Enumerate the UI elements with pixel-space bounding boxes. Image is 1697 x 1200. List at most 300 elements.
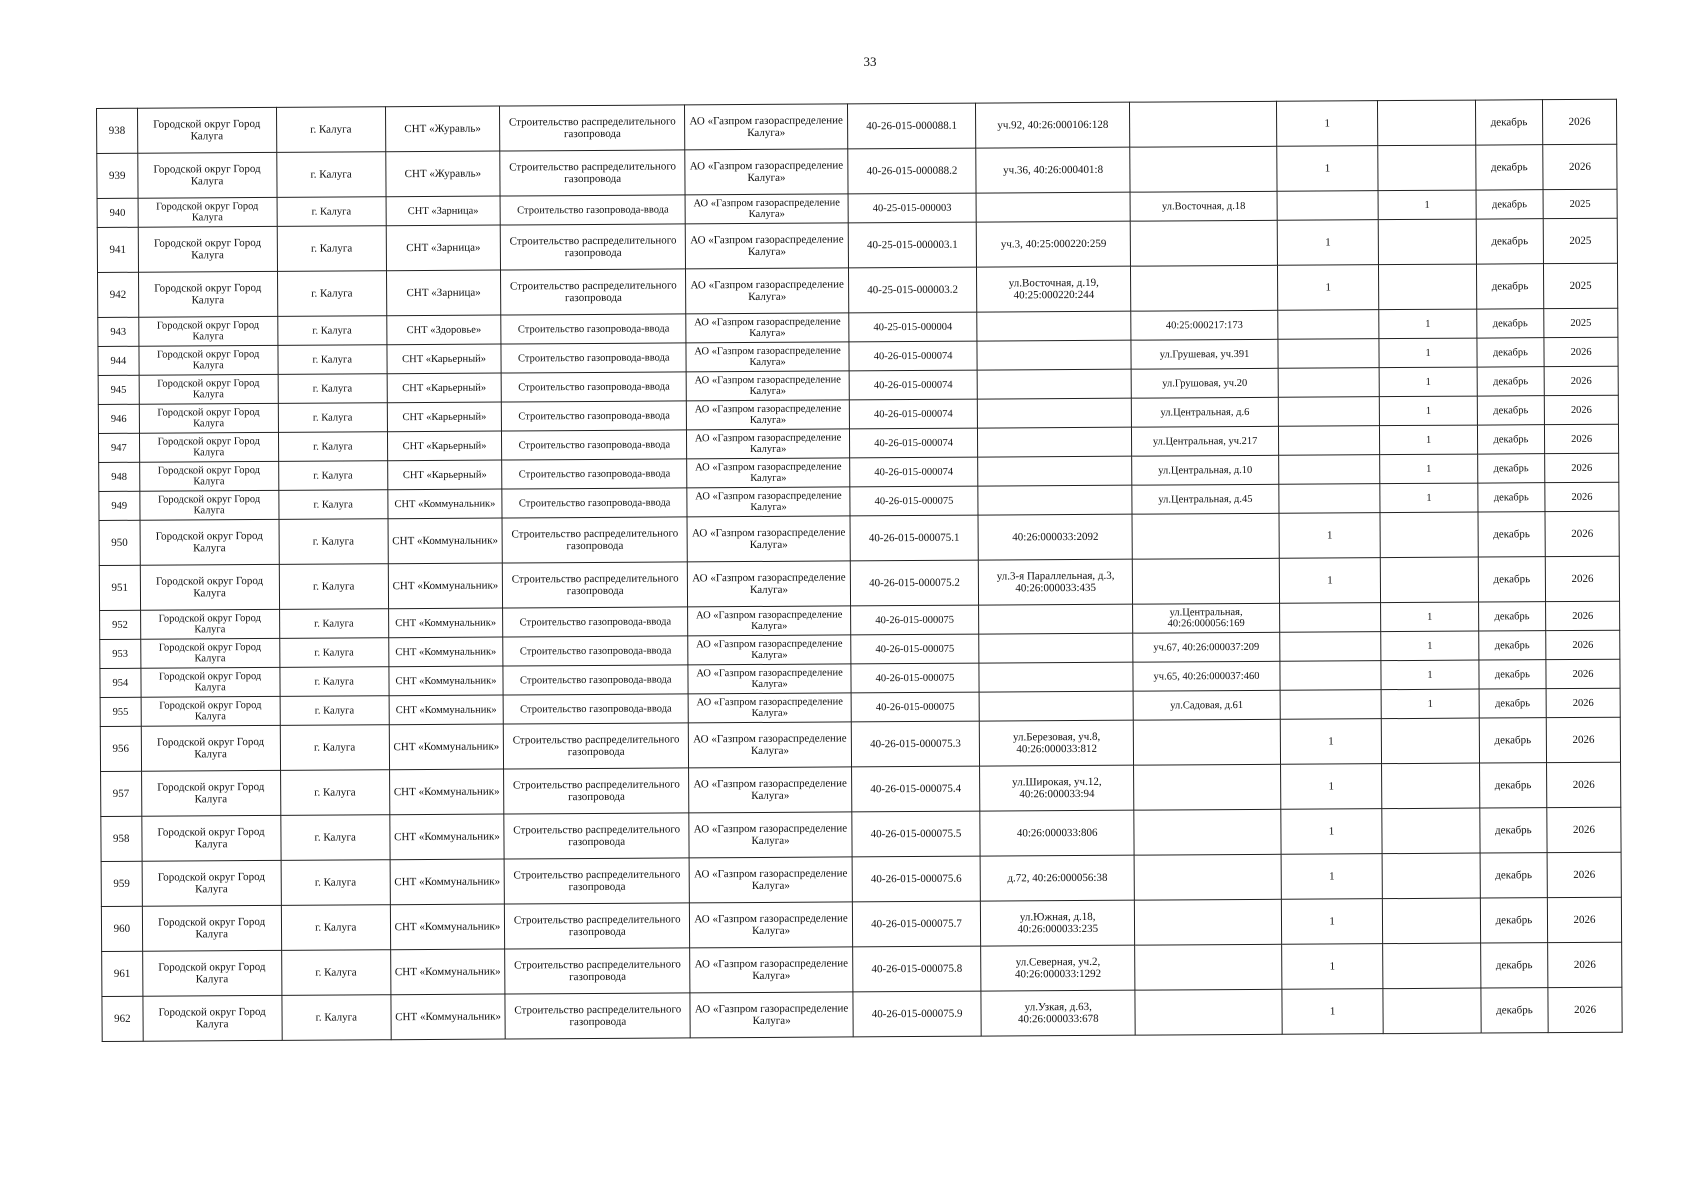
organization-cell: АО «Газпром газораспределение Калуга» <box>687 429 850 459</box>
year-cell: 2026 <box>1544 395 1618 424</box>
object-code-cell: 40-25-015-000003.1 <box>848 222 977 268</box>
municipality-cell: Городской округ Город Калуга <box>141 725 280 771</box>
organization-cell: АО «Газпром газораспределение Калуга» <box>685 104 848 150</box>
object-code-cell: 40-26-015-000075.2 <box>850 560 979 606</box>
municipality-cell: Городской округ Город Калуга <box>138 197 277 227</box>
address-cell: уч.65, 40:26:000037:460 <box>1133 661 1280 691</box>
settlement-cell: СНТ «Коммунальник» <box>388 563 503 609</box>
mark-a-cell: 1 <box>1281 809 1383 855</box>
locality-cell: г. Калуга <box>279 519 388 565</box>
object-code-cell: 40-26-015-000075.4 <box>851 766 980 812</box>
locality-cell: г. Калуга <box>277 226 386 272</box>
month-cell: декабрь <box>1475 145 1543 190</box>
settlement-cell: СНТ «Журавль» <box>386 151 501 197</box>
settlement-cell: СНТ «Коммунальник» <box>388 518 503 564</box>
plot-cell: ул.Северная, уч.2, 40:26:000033:1292 <box>981 945 1135 991</box>
mark-a-cell: 1 <box>1281 944 1383 990</box>
address-cell <box>1135 944 1282 990</box>
object-code-cell: 40-26-015-000074 <box>849 399 978 429</box>
mark-b-cell <box>1381 557 1479 603</box>
organization-cell: АО «Газпром газораспределение Калуга» <box>689 857 852 903</box>
municipality-cell: Городской округ Город Калуга <box>142 860 281 906</box>
address-cell: уч.67, 40:26:000037:209 <box>1133 632 1280 662</box>
organization-cell: АО «Газпром газораспределение Калуга» <box>685 149 848 195</box>
mark-b-cell: 1 <box>1381 689 1479 719</box>
mark-a-cell <box>1280 661 1382 691</box>
row-number: 947 <box>98 433 139 462</box>
organization-cell: АО «Газпром газораспределение Калуга» <box>689 812 852 858</box>
plot-cell: 40:26:000033:2092 <box>978 514 1132 560</box>
mark-a-cell <box>1277 191 1379 221</box>
address-cell <box>1130 220 1277 266</box>
row-number: 955 <box>100 697 141 726</box>
work-type-cell: Строительство распределительного газопровода <box>500 105 685 151</box>
month-cell: декабрь <box>1477 367 1545 396</box>
organization-cell: АО «Газпром газораспределение Калуга» <box>688 561 851 607</box>
gasification-table <box>96 99 1623 1042</box>
row-number: 962 <box>102 996 143 1041</box>
table-body <box>97 99 1623 1041</box>
organization-cell: АО «Газпром газораспределение Калуга» <box>686 342 849 372</box>
mark-b-cell <box>1379 264 1477 310</box>
settlement-cell: СНТ «Здоровье» <box>387 315 502 345</box>
month-cell: декабрь <box>1478 512 1546 557</box>
mark-a-cell <box>1279 484 1381 514</box>
locality-cell: г. Калуга <box>281 860 390 906</box>
mark-b-cell: 1 <box>1379 309 1477 339</box>
row-number: 950 <box>99 520 140 565</box>
locality-cell: г. Калуга <box>278 374 387 404</box>
row-number: 952 <box>100 610 141 639</box>
settlement-cell: СНТ «Коммунальник» <box>389 769 504 815</box>
object-code-cell: 40-26-015-000075 <box>851 634 980 664</box>
organization-cell: АО «Газпром газораспределение Калуга» <box>690 902 853 948</box>
plot-cell <box>979 604 1133 634</box>
settlement-cell: СНТ «Коммунальник» <box>389 666 504 696</box>
row-number: 949 <box>99 491 140 520</box>
plot-cell <box>978 427 1132 457</box>
address-cell: ул.Грушовая, уч.20 <box>1131 368 1278 398</box>
locality-cell: г. Калуга <box>278 461 387 491</box>
year-cell: 2026 <box>1545 511 1619 556</box>
municipality-cell: Городской округ Город Калуга <box>140 638 279 668</box>
work-type-cell: Строительство газопровода-ввода <box>501 372 686 402</box>
work-type-cell: Строительство газопровода-ввода <box>503 665 688 695</box>
organization-cell: АО «Газпром газораспределение Калуга» <box>689 767 852 813</box>
mark-a-cell: 1 <box>1277 146 1379 192</box>
locality-cell: г. Калуга <box>280 725 389 771</box>
year-cell: 2025 <box>1544 308 1618 337</box>
object-code-cell: 40-26-015-000075.8 <box>852 946 981 992</box>
object-code-cell: 40-26-015-000088.1 <box>847 103 976 149</box>
mark-a-cell <box>1278 310 1380 340</box>
locality-cell: г. Калуга <box>279 564 388 610</box>
plot-cell <box>978 485 1132 515</box>
mark-b-cell: 1 <box>1380 454 1478 484</box>
plot-cell <box>979 662 1133 692</box>
plot-cell: уч.36, 40:26:000401:8 <box>976 147 1130 193</box>
municipality-cell: Городской округ Город Калуга <box>139 374 278 404</box>
mark-b-cell <box>1382 853 1480 899</box>
plot-cell: уч.92, 40:26:000106:128 <box>976 102 1130 148</box>
object-code-cell: 40-26-015-000075.5 <box>852 811 981 857</box>
gasification-table-sheet <box>96 99 1623 1042</box>
mark-b-cell <box>1379 219 1477 265</box>
row-number: 940 <box>97 198 138 227</box>
settlement-cell: СНТ «Зарница» <box>386 270 501 316</box>
year-cell: 2026 <box>1544 366 1618 395</box>
address-cell: ул.Грушевая, уч.391 <box>1131 339 1278 369</box>
work-type-cell: Строительство газопровода-ввода <box>503 694 688 724</box>
municipality-cell: Городской округ Город Калуга <box>140 519 279 565</box>
municipality-cell: Городской округ Город Калуга <box>139 490 278 520</box>
locality-cell: г. Калуга <box>279 609 388 639</box>
mark-b-cell: 1 <box>1380 425 1478 455</box>
row-number: 942 <box>98 272 139 317</box>
mark-b-cell <box>1380 512 1478 558</box>
object-code-cell: 40-26-015-000074 <box>849 370 978 400</box>
object-code-cell: 40-26-015-000075 <box>850 486 979 516</box>
month-cell: декабрь <box>1477 396 1545 425</box>
mark-b-cell: 1 <box>1378 190 1476 220</box>
year-cell: 2026 <box>1547 807 1621 852</box>
organization-cell: АО «Газпром газораспределение Калуга» <box>687 400 850 430</box>
mark-b-cell <box>1382 808 1480 854</box>
organization-cell: АО «Газпром газораспределение Калуга» <box>686 268 849 314</box>
locality-cell: г. Калуга <box>280 696 389 726</box>
locality-cell: г. Калуга <box>277 271 386 317</box>
month-cell: декабрь <box>1477 425 1545 454</box>
plot-cell: ул.3-я Параллельная, д.3, 40:26:000033:435 <box>978 559 1132 605</box>
settlement-cell: СНТ «Коммунальник» <box>388 608 503 638</box>
settlement-cell: СНТ «Зарница» <box>386 225 501 271</box>
month-cell: декабрь <box>1480 943 1548 988</box>
organization-cell: АО «Газпром газораспределение Калуга» <box>686 371 849 401</box>
row-number: 946 <box>98 404 139 433</box>
row-number: 958 <box>101 816 142 861</box>
settlement-cell: СНТ «Коммунальник» <box>390 949 505 995</box>
plot-cell: ул.Широкая, уч.12, 40:26:000033:94 <box>980 765 1134 811</box>
organization-cell: АО «Газпром газораспределение Калуга» <box>689 722 852 768</box>
work-type-cell: Строительство распределительного газопровода <box>504 813 689 859</box>
table-row <box>102 987 1622 1041</box>
plot-cell: ул.Березовая, уч.8, 40:26:000033:812 <box>979 720 1133 766</box>
object-code-cell: 40-26-015-000075 <box>851 692 980 722</box>
organization-cell: АО «Газпром газораспределение Калуга» <box>688 635 851 665</box>
mark-b-cell <box>1383 943 1481 989</box>
year-cell: 2026 <box>1548 942 1622 987</box>
year-cell: 2026 <box>1547 897 1621 942</box>
settlement-cell: СНТ «Коммунальник» <box>389 695 504 725</box>
mark-a-cell <box>1278 397 1380 427</box>
month-cell: декабрь <box>1481 988 1549 1033</box>
mark-a-cell: 1 <box>1281 854 1383 900</box>
mark-a-cell: 1 <box>1281 899 1383 945</box>
object-code-cell: 40-26-015-000075 <box>850 605 979 635</box>
row-number: 961 <box>102 951 143 996</box>
municipality-cell: Городской округ Город Калуга <box>140 564 279 610</box>
plot-cell: ул.Южная, д.18, 40:26:000033:235 <box>981 900 1135 946</box>
municipality-cell: Городской округ Город Калуга <box>142 950 281 996</box>
month-cell: декабрь <box>1479 718 1547 763</box>
plot-cell: 40:26:000033:806 <box>980 810 1134 856</box>
address-cell <box>1135 899 1282 945</box>
work-type-cell: Строительство газопровода-ввода <box>502 459 687 489</box>
month-cell: декабрь <box>1480 853 1548 898</box>
mark-b-cell: 1 <box>1381 660 1479 690</box>
row-number: 956 <box>100 726 141 771</box>
plot-cell: д.72, 40:26:000056:38 <box>980 855 1134 901</box>
settlement-cell: СНТ «Карьерный» <box>387 402 502 432</box>
locality-cell: г. Калуга <box>276 152 385 198</box>
mark-a-cell <box>1278 426 1380 456</box>
mark-b-cell: 1 <box>1381 602 1479 632</box>
locality-cell: г. Калуга <box>281 815 390 861</box>
mark-a-cell: 1 <box>1279 513 1381 559</box>
locality-cell: г. Калуга <box>277 197 386 227</box>
mark-b-cell <box>1383 898 1481 944</box>
locality-cell: г. Калуга <box>278 345 387 375</box>
organization-cell: АО «Газпром газораспределение Калуга» <box>688 693 851 723</box>
mark-b-cell <box>1382 718 1480 764</box>
organization-cell: АО «Газпром газораспределение Калуга» <box>690 992 853 1038</box>
work-type-cell: Строительство распределительного газопровода <box>500 150 685 196</box>
settlement-cell: СНТ «Коммунальник» <box>391 994 506 1040</box>
organization-cell: АО «Газпром газораспределение Калуга» <box>686 313 849 343</box>
locality-cell: г. Калуга <box>278 403 387 433</box>
address-cell <box>1134 764 1281 810</box>
work-type-cell: Строительство распределительного газопровода <box>501 269 686 315</box>
work-type-cell: Строительство газопровода-ввода <box>503 607 688 637</box>
organization-cell: АО «Газпром газораспределение Калуга» <box>687 458 850 488</box>
address-cell: ул.Садовая, д.61 <box>1133 690 1280 720</box>
work-type-cell: Строительство распределительного газопровода <box>505 903 690 949</box>
year-cell: 2026 <box>1546 688 1620 717</box>
object-code-cell: 40-25-015-000003.2 <box>848 267 977 313</box>
address-cell: 40:25:000217:173 <box>1131 310 1278 340</box>
address-cell <box>1134 854 1281 900</box>
work-type-cell: Строительство газопровода-ввода <box>503 636 688 666</box>
settlement-cell: СНТ «Коммунальник» <box>389 637 504 667</box>
plot-cell: ул.Восточная, д.19, 40:25:000220:244 <box>977 266 1131 312</box>
year-cell: 2026 <box>1544 337 1618 366</box>
year-cell: 2025 <box>1543 189 1617 218</box>
year-cell: 2026 <box>1546 717 1620 762</box>
settlement-cell: СНТ «Коммунальник» <box>390 904 505 950</box>
year-cell: 2026 <box>1546 601 1620 630</box>
work-type-cell: Строительство распределительного газопровода <box>503 562 688 608</box>
locality-cell: г. Калуга <box>276 107 385 153</box>
mark-b-cell: 1 <box>1380 367 1478 397</box>
address-cell <box>1134 719 1281 765</box>
year-cell: 2026 <box>1545 424 1619 453</box>
object-code-cell: 40-26-015-000075.1 <box>850 515 979 561</box>
organization-cell: АО «Газпром газораспределение Калуга» <box>690 947 853 993</box>
address-cell <box>1135 989 1282 1035</box>
locality-cell: г. Калуга <box>281 905 390 951</box>
month-cell: декабрь <box>1476 190 1544 219</box>
object-code-cell: 40-26-015-000075.6 <box>852 856 981 902</box>
year-cell: 2026 <box>1547 762 1621 807</box>
month-cell: декабрь <box>1479 763 1547 808</box>
address-cell: ул.Центральная, д.45 <box>1132 484 1279 514</box>
object-code-cell: 40-26-015-000088.2 <box>848 148 977 194</box>
month-cell: декабрь <box>1479 660 1547 689</box>
organization-cell: АО «Газпром газораспределение Калуга» <box>687 487 850 517</box>
row-number: 951 <box>99 565 140 610</box>
year-cell: 2026 <box>1547 852 1621 897</box>
mark-b-cell: 1 <box>1380 483 1478 513</box>
row-number: 948 <box>99 462 140 491</box>
settlement-cell: СНТ «Карьерный» <box>387 344 502 374</box>
year-cell: 2026 <box>1548 987 1622 1032</box>
plot-cell: уч.3, 40:25:000220:259 <box>976 221 1130 267</box>
mark-a-cell <box>1280 632 1382 662</box>
work-type-cell: Строительство газопровода-ввода <box>501 314 686 344</box>
year-cell: 2025 <box>1544 263 1618 308</box>
work-type-cell: Строительство распределительного газопровода <box>502 517 687 563</box>
object-code-cell: 40-26-015-000075.3 <box>851 721 980 767</box>
municipality-cell: Городской округ Город Калуга <box>139 403 278 433</box>
row-number: 943 <box>98 317 139 346</box>
locality-cell: г. Калуга <box>281 950 390 996</box>
municipality-cell: Городской округ Город Калуга <box>137 107 276 153</box>
object-code-cell: 40-26-015-000075.7 <box>852 901 981 947</box>
locality-cell: г. Калуга <box>282 995 391 1041</box>
month-cell: декабрь <box>1476 309 1544 338</box>
address-cell <box>1131 265 1278 311</box>
address-cell <box>1133 558 1280 604</box>
locality-cell: г. Калуга <box>280 667 389 697</box>
month-cell: декабрь <box>1480 898 1548 943</box>
settlement-cell: СНТ «Зарница» <box>386 196 501 226</box>
plot-cell <box>977 311 1131 341</box>
mark-a-cell: 1 <box>1277 265 1379 311</box>
settlement-cell: СНТ «Карьерный» <box>387 431 502 461</box>
settlement-cell: СНТ «Карьерный» <box>387 373 502 403</box>
month-cell: декабрь <box>1480 808 1548 853</box>
organization-cell: АО «Газпром газораспределение Калуга» <box>685 194 848 224</box>
municipality-cell: Городской округ Город Калуга <box>141 770 280 816</box>
year-cell: 2026 <box>1545 482 1619 511</box>
address-cell <box>1130 101 1277 147</box>
object-code-cell: 40-25-015-000004 <box>849 312 978 342</box>
mark-b-cell: 1 <box>1381 631 1479 661</box>
month-cell: декабрь <box>1477 454 1545 483</box>
work-type-cell: Строительство распределительного газопровода <box>504 858 689 904</box>
object-code-cell: 40-26-015-000075.9 <box>853 991 982 1037</box>
mark-b-cell <box>1378 145 1476 191</box>
plot-cell <box>977 369 1131 399</box>
mark-b-cell <box>1383 988 1481 1034</box>
municipality-cell: Городской округ Город Калуга <box>138 271 277 317</box>
year-cell: 2026 <box>1543 99 1617 144</box>
mark-b-cell: 1 <box>1379 338 1477 368</box>
row-number: 944 <box>98 346 139 375</box>
month-cell: декабрь <box>1478 602 1546 631</box>
municipality-cell: Городской округ Город Калуга <box>139 345 278 375</box>
address-cell <box>1130 146 1277 192</box>
municipality-cell: Городской округ Город Калуга <box>141 696 280 726</box>
work-type-cell: Строительство распределительного газопровода <box>500 224 685 270</box>
row-number: 938 <box>97 108 138 153</box>
municipality-cell: Городской округ Город Калуга <box>141 667 280 697</box>
locality-cell: г. Калуга <box>277 316 386 346</box>
municipality-cell: Городской округ Город Калуга <box>139 432 278 462</box>
work-type-cell: Строительство газопровода-ввода <box>502 488 687 518</box>
mark-a-cell: 1 <box>1280 719 1382 765</box>
settlement-cell: СНТ «Коммунальник» <box>390 814 505 860</box>
object-code-cell: 40-26-015-000075 <box>851 663 980 693</box>
row-number: 939 <box>97 153 138 198</box>
locality-cell: г. Калуга <box>278 432 387 462</box>
row-number: 954 <box>100 668 141 697</box>
object-code-cell: 40-26-015-000074 <box>849 341 978 371</box>
settlement-cell: СНТ «Журавль» <box>385 106 500 152</box>
settlement-cell: СНТ «Карьерный» <box>387 460 502 490</box>
plot-cell <box>979 633 1133 663</box>
municipality-cell: Городской округ Город Калуга <box>141 815 280 861</box>
mark-b-cell <box>1382 763 1480 809</box>
object-code-cell: 40-26-015-000074 <box>849 428 978 458</box>
plot-cell <box>978 456 1132 486</box>
object-code-cell: 40-25-015-000003 <box>848 193 977 223</box>
work-type-cell: Строительство распределительного газопровода <box>505 948 690 994</box>
object-code-cell: 40-26-015-000074 <box>850 457 979 487</box>
row-number: 960 <box>101 906 142 951</box>
mark-a-cell <box>1280 690 1382 720</box>
month-cell: декабрь <box>1479 689 1547 718</box>
year-cell: 2026 <box>1545 556 1619 601</box>
year-cell: 2026 <box>1543 144 1617 189</box>
work-type-cell: Строительство газопровода-ввода <box>500 195 685 225</box>
row-number: 945 <box>98 375 139 404</box>
month-cell: декабрь <box>1478 557 1546 602</box>
plot-cell <box>977 340 1131 370</box>
row-number: 959 <box>101 861 142 906</box>
mark-b-cell: 1 <box>1380 396 1478 426</box>
settlement-cell: СНТ «Коммунальник» <box>389 724 504 770</box>
row-number: 941 <box>97 227 138 272</box>
organization-cell: АО «Газпром газораспределение Калуга» <box>686 223 849 269</box>
address-cell: ул.Центральная, д.6 <box>1132 397 1279 427</box>
mark-a-cell <box>1278 455 1380 485</box>
mark-a-cell: 1 <box>1279 558 1381 604</box>
locality-cell: г. Калуга <box>280 770 389 816</box>
work-type-cell: Строительство газопровода-ввода <box>502 430 687 460</box>
work-type-cell: Строительство газопровода-ввода <box>501 343 686 373</box>
page-number: 33 <box>863 54 877 69</box>
month-cell: декабрь <box>1478 631 1546 660</box>
municipality-cell: Городской округ Город Калуга <box>138 226 277 272</box>
locality-cell: г. Калуга <box>279 490 388 520</box>
mark-a-cell: 1 <box>1280 764 1382 810</box>
work-type-cell: Строительство распределительного газопровода <box>504 768 689 814</box>
year-cell: 2026 <box>1546 630 1620 659</box>
settlement-cell: СНТ «Коммунальник» <box>388 489 503 519</box>
organization-cell: АО «Газпром газораспределение Калуга» <box>688 664 851 694</box>
mark-a-cell: 1 <box>1282 989 1384 1035</box>
row-number: 953 <box>100 639 141 668</box>
month-cell: декабрь <box>1478 483 1546 512</box>
mark-a-cell <box>1278 339 1380 369</box>
locality-cell: г. Калуга <box>279 638 388 668</box>
plot-cell: ул.Узкая, д.63, 40:26:000033:678 <box>981 990 1135 1036</box>
plot-cell <box>976 192 1130 222</box>
municipality-cell: Городской округ Город Калуга <box>137 152 276 198</box>
municipality-cell: Городской округ Город Калуга <box>139 461 278 491</box>
year-cell: 2026 <box>1545 453 1619 482</box>
